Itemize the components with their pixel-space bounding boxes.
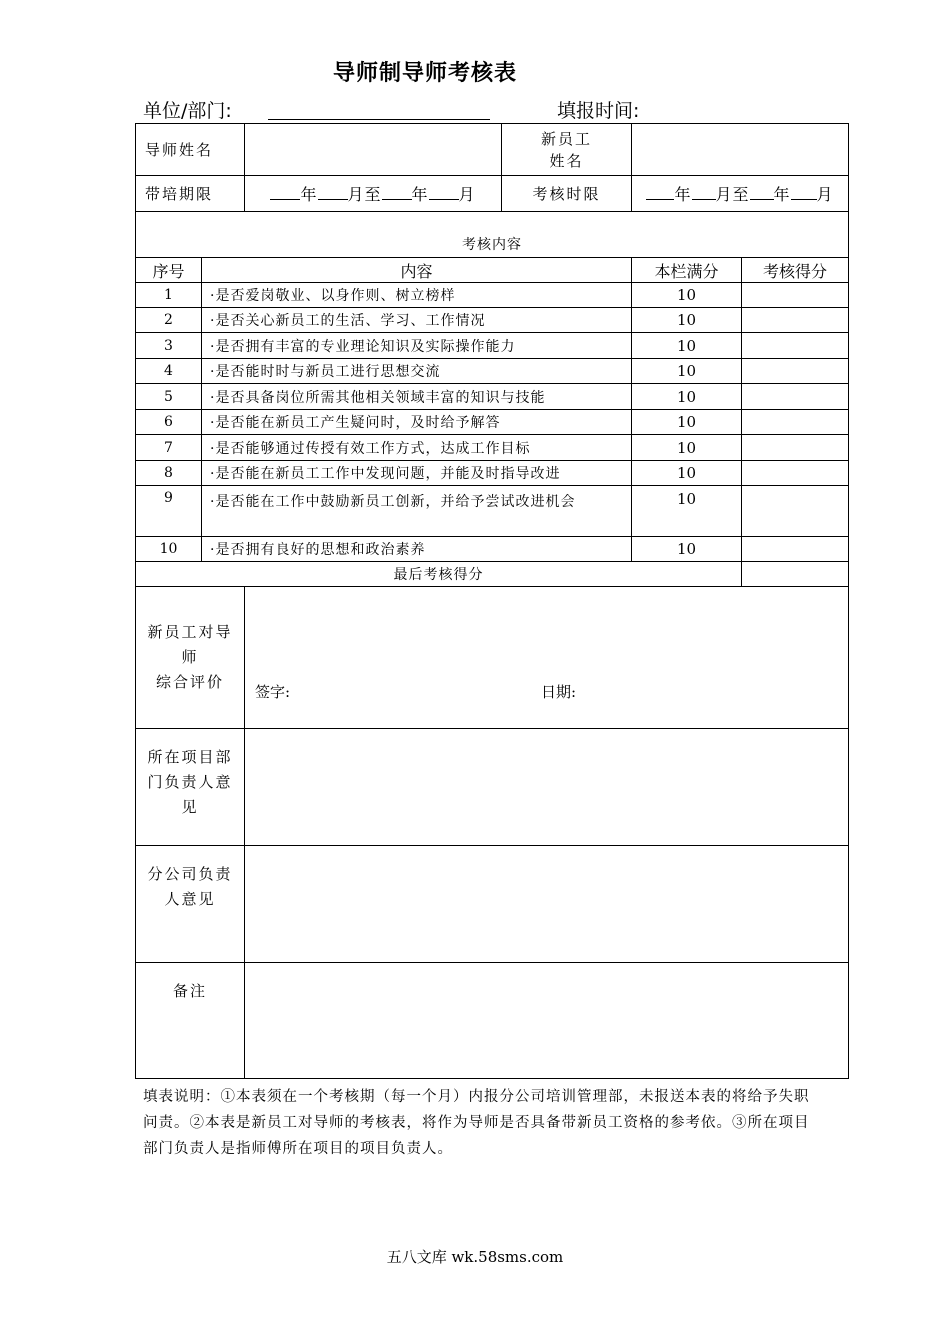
item-score-field[interactable] [742,537,849,562]
period-field[interactable]: 年 月至 年 月 [245,176,502,212]
unit-input-line[interactable] [268,119,490,120]
item-content: ·是否能在新员工工作中发现问题，并能及时指导改进 [202,461,632,486]
assess-period-field[interactable]: 年 月至 年 月 [632,176,849,212]
item-full-score: 10 [632,384,742,410]
item-index: 4 [136,359,202,384]
column-header-content: 内容 [202,258,632,283]
period-label: 带培期限 [136,176,245,212]
branch-opinion-label: 分公司负责 人意见 [136,846,245,963]
table-row [136,333,849,359]
dept-opinion-label: 所在项目部 门负责人意 见 [136,729,245,846]
item-index: 9 [136,486,202,537]
mentor-name-label: 导师姓名 [136,124,245,176]
item-full-score: 10 [632,283,742,308]
table-row [136,283,849,308]
item-full-score: 10 [632,308,742,333]
item-full-score: 10 [632,537,742,562]
column-header-full-score: 本栏满分 [632,258,742,283]
item-content: ·是否能在工作中鼓励新员工创新，并给予尝试改进机会 [202,486,632,537]
branch-opinion-field[interactable] [245,846,849,963]
item-index: 5 [136,384,202,410]
item-index: 2 [136,308,202,333]
item-content: ·是否能够通过传授有效工作方式，达成工作目标 [202,435,632,461]
item-score-field[interactable] [742,359,849,384]
item-score-field[interactable] [742,461,849,486]
notes: 填表说明：①本表须在一个考核期（每一个月）内报分公司培训管理部，未报送本表的将给予失职问责。②本表是新员工对导师的考核表，将作为导师是否具备带新员工资格的参考依。③所在项目部门负责人是指师傅所在项目的项目负责人。 [143,1089,810,1157]
final-score-field[interactable] [742,562,849,587]
assess-period-label: 考核时限 [502,176,632,212]
item-index: 8 [136,461,202,486]
assessment-form [135,123,849,1079]
table-row [136,435,849,461]
table-row [136,461,849,486]
table-row [136,410,849,435]
item-full-score: 10 [632,410,742,435]
date-label: 日期: [541,683,577,701]
table-row [136,384,849,410]
column-header-index: 序号 [136,258,202,283]
fill-time-label: 填报时间: [557,100,640,122]
item-score-field[interactable] [742,333,849,359]
item-index: 10 [136,537,202,562]
remarks-label: 备注 [136,963,245,1079]
item-content: ·是否爱岗敬业、以身作则、树立榜样 [202,283,632,308]
dept-opinion-field[interactable] [245,729,849,846]
item-full-score: 10 [632,333,742,359]
new-employee-name-field[interactable] [632,124,849,176]
table-row [136,308,849,333]
item-index: 3 [136,333,202,359]
item-content: ·是否拥有丰富的专业理论知识及实际操作能力 [202,333,632,359]
item-full-score: 10 [632,486,742,537]
final-score-label: 最后考核得分 [136,562,742,587]
section-title: 考核内容 [136,212,849,258]
mentor-name-field[interactable] [245,124,502,176]
new-employee-name-label: 新员工 姓名 [502,124,632,176]
item-content: ·是否拥有良好的思想和政治素养 [202,537,632,562]
footer-watermark: 五八文库 wk.58sms.com [386,1248,564,1266]
column-header-score: 考核得分 [742,258,849,283]
table-row [136,486,849,537]
item-score-field[interactable] [742,308,849,333]
item-content: ·是否具备岗位所需其他相关领域丰富的知识与技能 [202,384,632,410]
item-content: ·是否能时时与新员工进行思想交流 [202,359,632,384]
item-index: 6 [136,410,202,435]
evaluation-label: 新员工对导 师 综合评价 [136,587,245,729]
item-score-field[interactable] [742,486,849,537]
item-score-field[interactable] [742,435,849,461]
item-score-field[interactable] [742,410,849,435]
item-score-field[interactable] [742,283,849,308]
table-row [136,537,849,562]
evaluation-field[interactable] [245,587,849,729]
item-index: 7 [136,435,202,461]
page-title: 导师制导师考核表 [332,61,517,86]
item-score-field[interactable] [742,384,849,410]
remarks-field[interactable] [245,963,849,1079]
item-full-score: 10 [632,435,742,461]
unit-label: 单位/部门: [143,100,232,122]
item-full-score: 10 [632,461,742,486]
item-content: ·是否能在新员工产生疑问时，及时给予解答 [202,410,632,435]
item-content: ·是否关心新员工的生活、学习、工作情况 [202,308,632,333]
item-index: 1 [136,283,202,308]
item-full-score: 10 [632,359,742,384]
signature-label: 签字: [255,683,291,701]
table-row [136,359,849,384]
